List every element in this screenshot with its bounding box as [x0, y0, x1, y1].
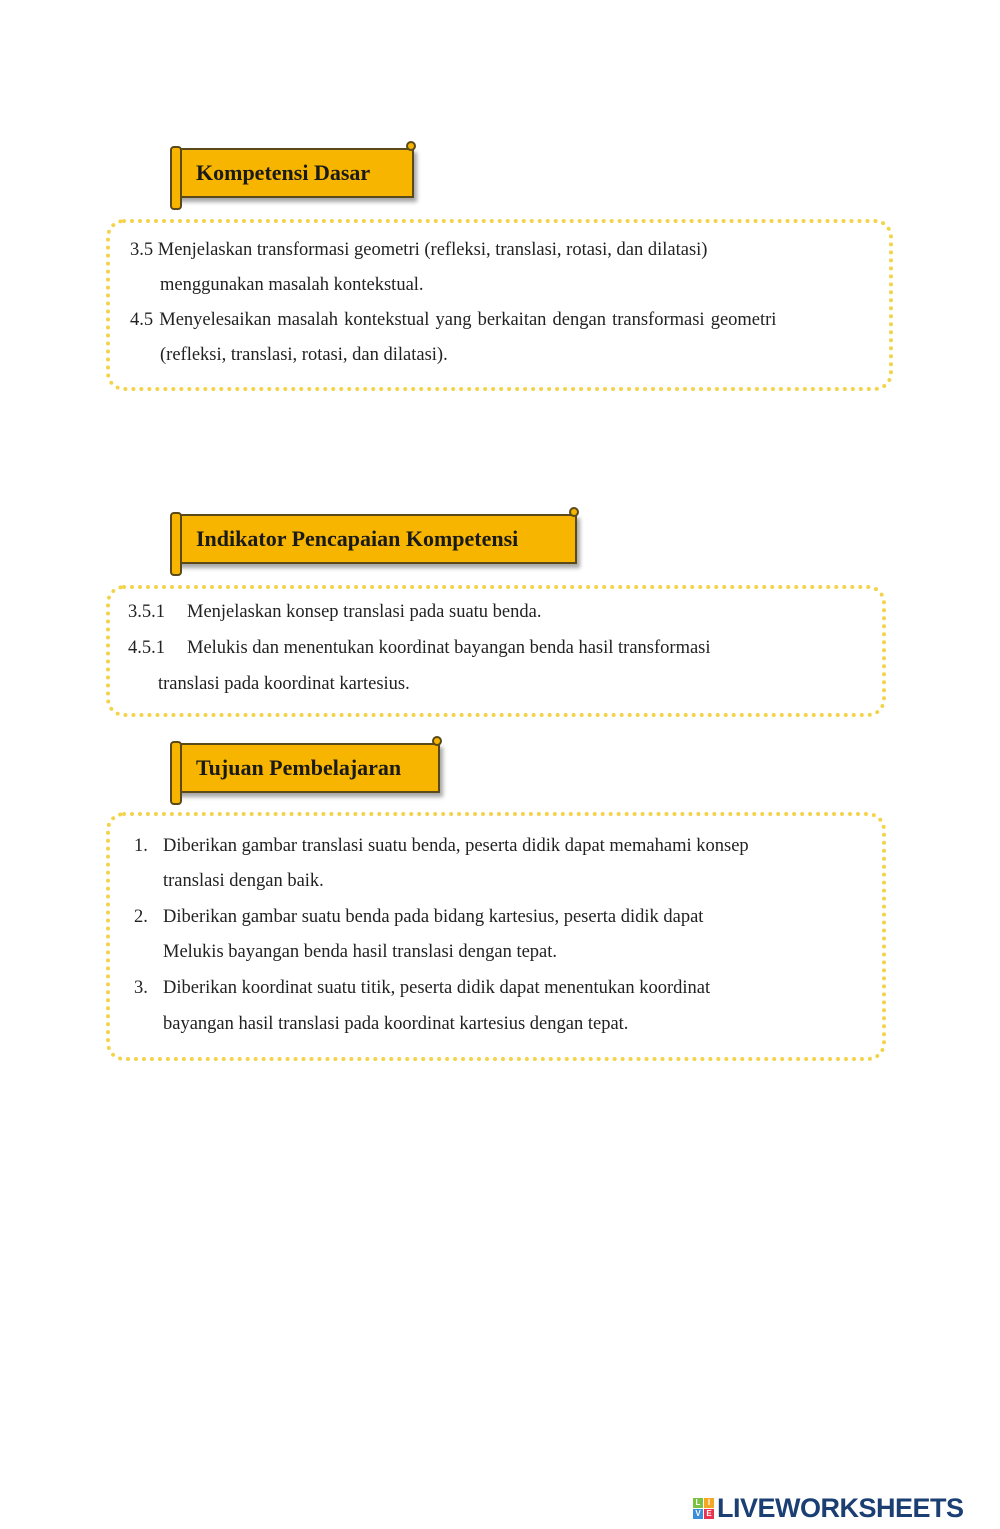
kd-line: 3.5 Menjelaskan transformasi geometri (refleksi, translasi, rotasi, dan dilatasi) [130, 240, 708, 260]
tujuan-number: 3. [134, 978, 148, 998]
tujuan-text-cont: bayangan hasil translasi pada koordinat kartesius dengan tepat. [163, 1014, 629, 1034]
logo-tiles-icon: L I V E [693, 1498, 714, 1519]
section-title: Indikator Pencapaian Kompetensi [196, 526, 519, 551]
logo-text: LIVEWORKSHEETS [717, 1493, 964, 1523]
tujuan-text: Diberikan koordinat suatu titik, peserta didik dapat menentukan koordinat [163, 978, 711, 998]
kd-line: menggunakan masalah kontekstual. [160, 275, 424, 295]
indikator-number: 4.5.1 [128, 638, 165, 658]
kompetensi-dasar-banner [174, 148, 414, 198]
indikator-text: Menjelaskan konsep translasi pada suatu benda. [187, 602, 542, 622]
indikator-banner [174, 514, 577, 564]
kd-line: 4.5 Menyelesaikan masalah kontekstual yang berkaitan dengan transformasi geometri [130, 310, 777, 330]
section-title: Tujuan Pembelajaran [196, 755, 402, 780]
tujuan-text: Diberikan gambar suatu benda pada bidang kartesius, peserta didik dapat [163, 907, 704, 927]
liveworksheets-logo [693, 1493, 964, 1524]
section-title: Kompetensi Dasar [196, 160, 371, 185]
tujuan-banner [174, 743, 440, 793]
indikator-text: Melukis dan menentukan koordinat bayangan benda hasil transformasi [187, 638, 711, 658]
tujuan-text-cont: translasi dengan baik. [163, 871, 324, 891]
tujuan-text-cont: Melukis bayangan benda hasil translasi dengan tepat. [163, 942, 558, 962]
tujuan-text: Diberikan gambar translasi suatu benda, peserta didik dapat memahami konsep [163, 836, 749, 856]
tujuan-number: 1. [134, 836, 148, 856]
tujuan-number: 2. [134, 907, 148, 927]
indikator-text-cont: translasi pada koordinat kartesius. [158, 674, 410, 694]
kd-line: (refleksi, translasi, rotasi, dan dilatasi). [160, 345, 448, 365]
indikator-number: 3.5.1 [128, 602, 165, 622]
